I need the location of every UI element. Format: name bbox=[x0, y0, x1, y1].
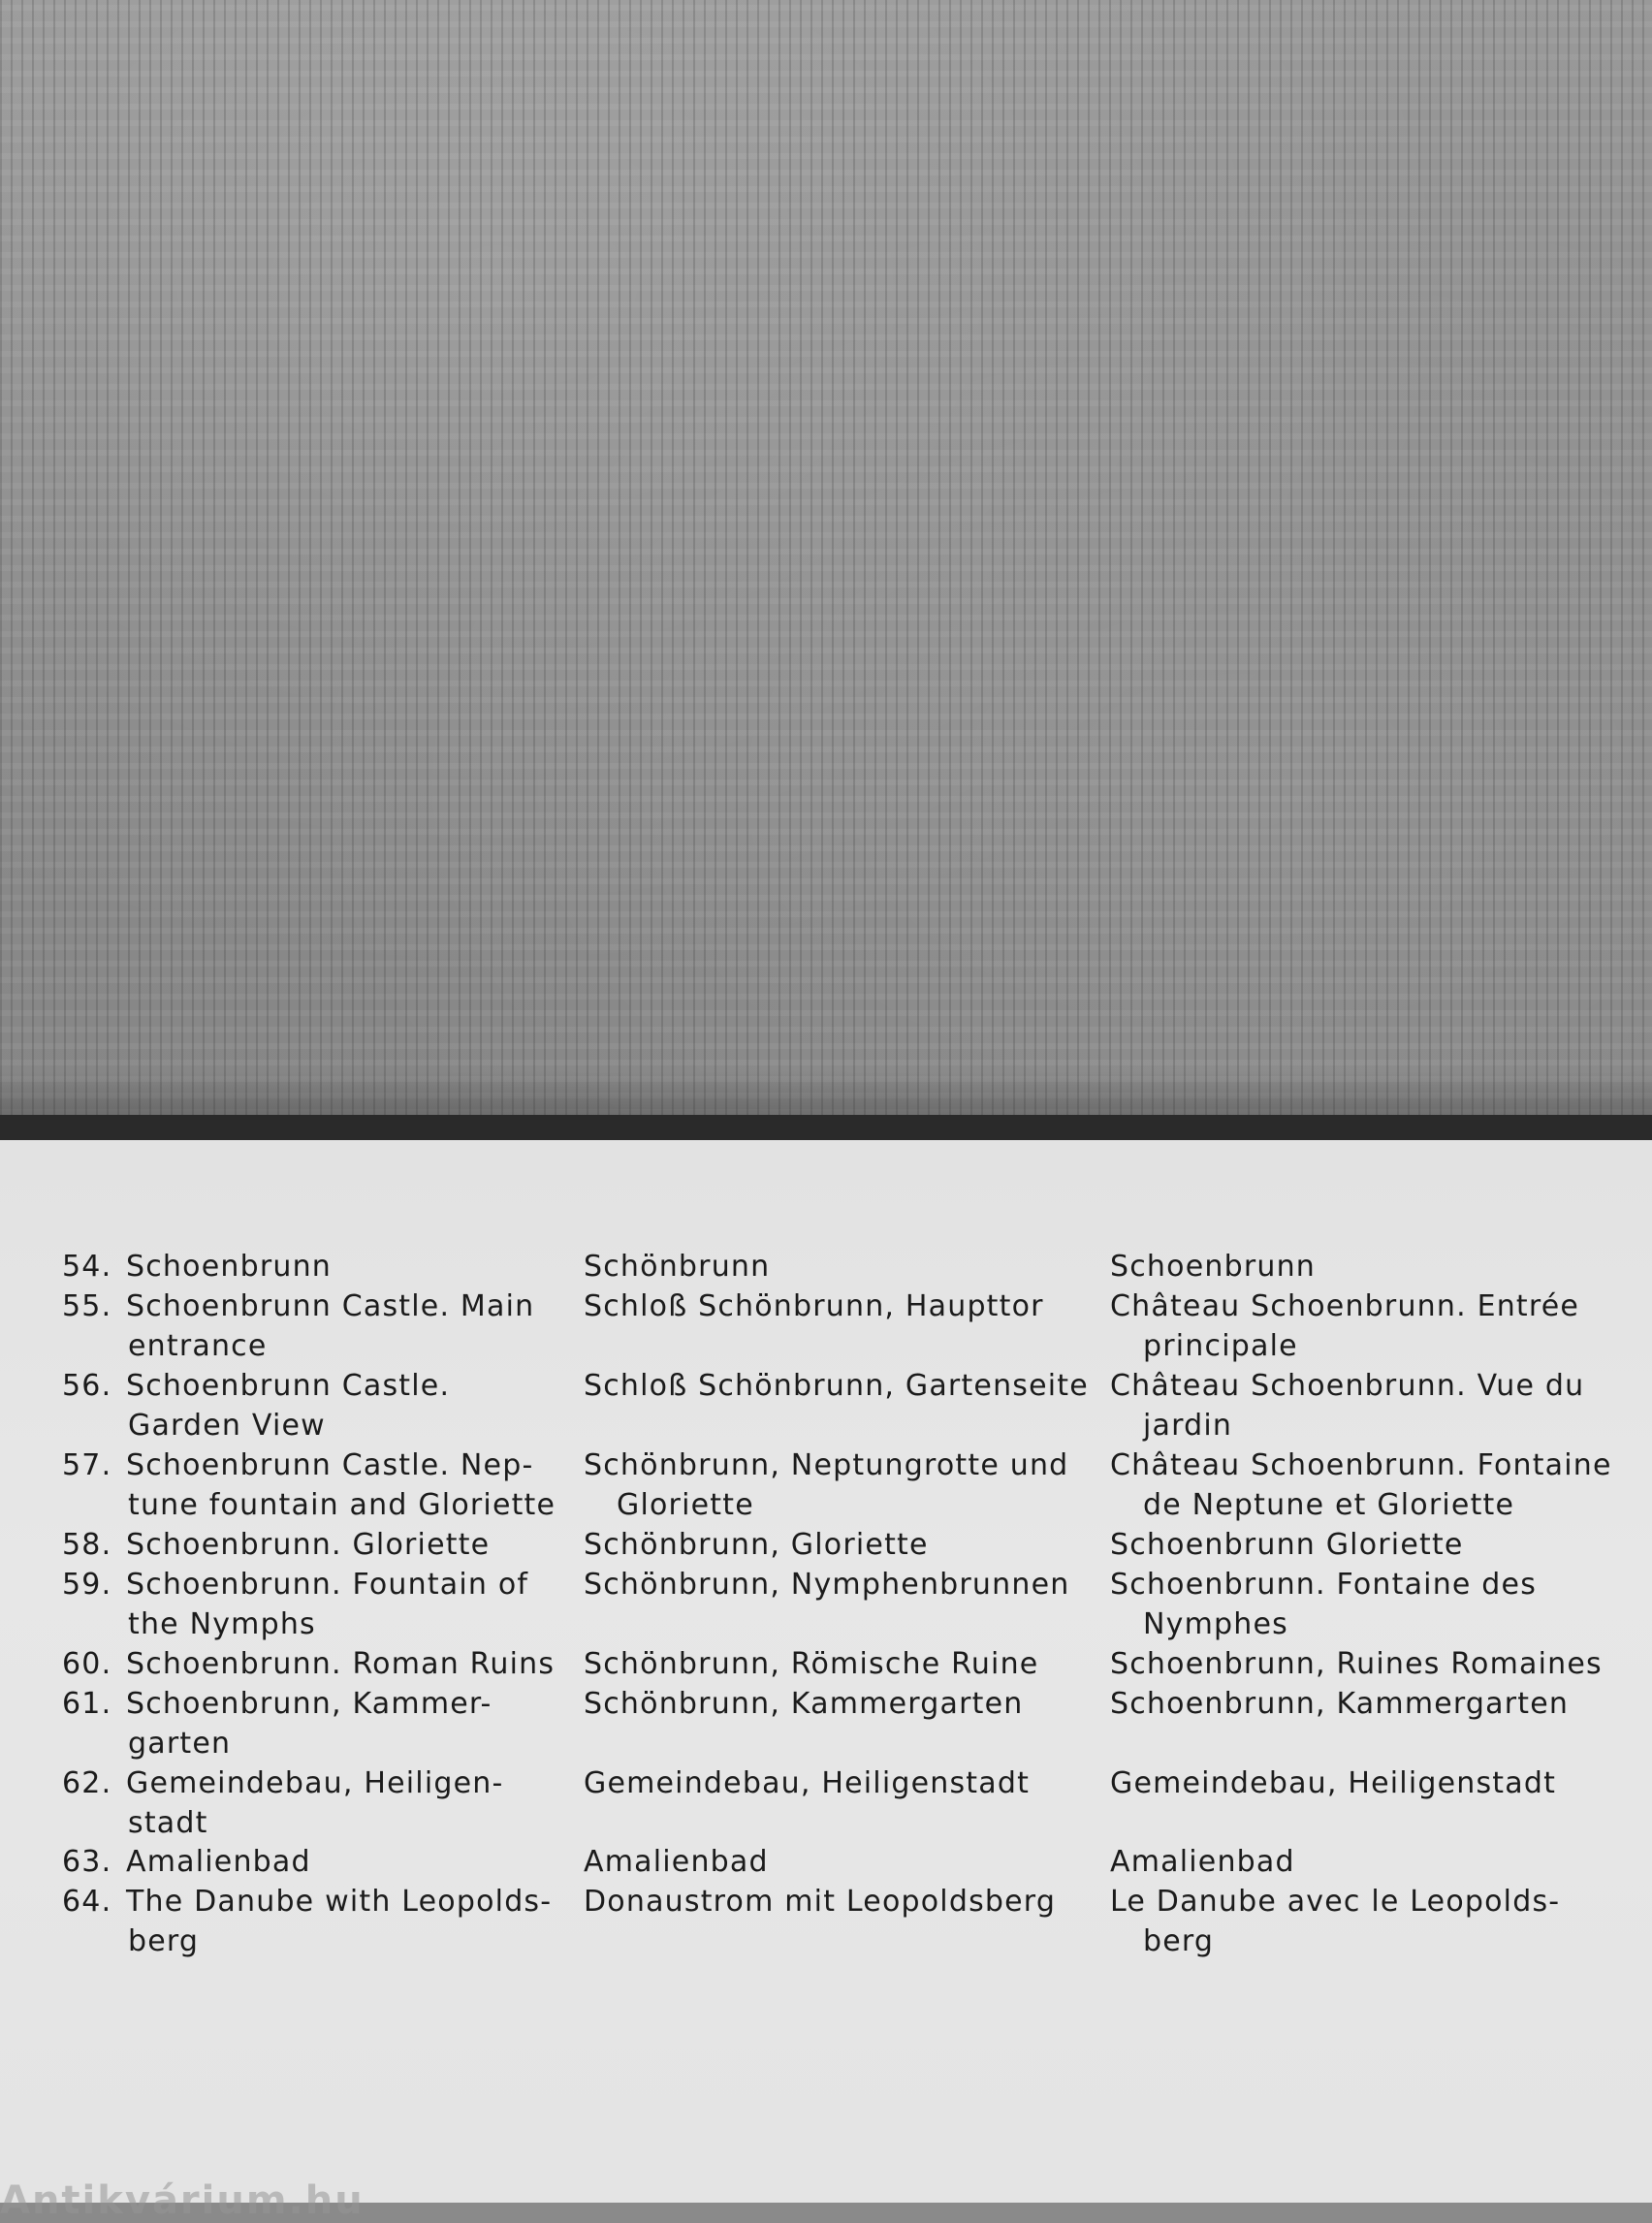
caption-number: 54. bbox=[62, 1250, 112, 1284]
french-caption-line: Nymphes bbox=[1143, 1607, 1288, 1641]
page-edge bbox=[0, 1115, 1652, 1140]
watermark: Antikvárium.hu bbox=[0, 2178, 365, 2223]
english-caption-line: tune fountain and Gloriette bbox=[128, 1488, 556, 1522]
french-caption-line: jardin bbox=[1143, 1409, 1233, 1443]
english-caption-line: stadt bbox=[128, 1806, 208, 1840]
french-caption-line: Amalienbad bbox=[1110, 1845, 1295, 1879]
english-caption-line bbox=[62, 1644, 555, 1684]
caption-text: Schoenbrunn Castle. Main bbox=[126, 1289, 535, 1323]
english-caption-line bbox=[62, 1763, 504, 1803]
caption-number: 64. bbox=[62, 1885, 112, 1919]
french-caption-line: Château Schoenbrunn. Vue du bbox=[1110, 1369, 1585, 1403]
german-caption-line: Schönbrunn bbox=[584, 1250, 771, 1284]
caption-number: 63. bbox=[62, 1845, 112, 1879]
caption-text: Schoenbrunn, Kammer- bbox=[126, 1687, 492, 1721]
german-caption-line: Schönbrunn, Nymphenbrunnen bbox=[584, 1568, 1070, 1602]
german-caption-line: Schönbrunn, Kammergarten bbox=[584, 1687, 1024, 1721]
caption-number: 58. bbox=[62, 1528, 112, 1562]
french-caption-line: Schoenbrunn. Fontaine des bbox=[1110, 1568, 1538, 1602]
caption-page bbox=[0, 1140, 1652, 2203]
french-caption-line: Schoenbrunn, Ruines Romaines bbox=[1110, 1647, 1603, 1681]
german-caption-line: Schönbrunn, Gloriette bbox=[584, 1528, 929, 1562]
caption-number: 62. bbox=[62, 1766, 112, 1800]
caption-number: 55. bbox=[62, 1289, 112, 1323]
caption-text: Amalienbad bbox=[126, 1845, 311, 1879]
english-caption-line bbox=[62, 1842, 311, 1882]
english-caption-line: Garden View bbox=[128, 1409, 326, 1443]
german-caption-line: Schönbrunn, Neptungrotte und bbox=[584, 1448, 1069, 1482]
caption-text: Gemeindebau, Heiligen- bbox=[126, 1766, 504, 1800]
german-caption-line: Schönbrunn, Römische Ruine bbox=[584, 1647, 1039, 1681]
caption-text: Schoenbrunn. Gloriette bbox=[126, 1528, 491, 1562]
caption-number: 57. bbox=[62, 1448, 112, 1482]
english-caption-line bbox=[62, 1525, 490, 1565]
german-caption-line: Gemeindebau, Heiligenstadt bbox=[584, 1766, 1031, 1800]
english-caption-line: berg bbox=[128, 1924, 200, 1958]
caption-text: Schoenbrunn. Roman Ruins bbox=[126, 1647, 556, 1681]
french-caption-line: Schoenbrunn bbox=[1110, 1250, 1316, 1284]
caption-text: Schoenbrunn. Fountain of bbox=[126, 1568, 529, 1602]
english-caption-line bbox=[62, 1882, 552, 1921]
french-caption-line: principale bbox=[1143, 1329, 1298, 1363]
french-caption-line: de Neptune et Gloriette bbox=[1143, 1488, 1515, 1522]
caption-number: 61. bbox=[62, 1687, 112, 1721]
english-caption-line bbox=[62, 1247, 332, 1286]
caption-number: 59. bbox=[62, 1568, 112, 1602]
french-caption-line: Le Danube avec le Leopolds- bbox=[1110, 1885, 1561, 1919]
german-caption-line: Amalienbad bbox=[584, 1845, 769, 1879]
english-caption-line bbox=[62, 1445, 534, 1485]
french-caption-line: Gemeindebau, Heiligenstadt bbox=[1110, 1766, 1557, 1800]
caption-number: 60. bbox=[62, 1647, 112, 1681]
caption-text: Schoenbrunn bbox=[126, 1250, 332, 1284]
caption-number: 56. bbox=[62, 1369, 112, 1403]
french-caption-line: berg bbox=[1143, 1924, 1215, 1958]
english-caption-line bbox=[62, 1366, 450, 1406]
german-caption-line: Donaustrom mit Leopoldsberg bbox=[584, 1885, 1057, 1919]
english-caption-line bbox=[62, 1684, 492, 1724]
english-caption-line bbox=[62, 1286, 534, 1326]
french-caption-line: Schoenbrunn Gloriette bbox=[1110, 1528, 1464, 1562]
french-caption-line: Château Schoenbrunn. Entrée bbox=[1110, 1289, 1580, 1323]
german-caption-line: Schloß Schönbrunn, Gartenseite bbox=[584, 1369, 1089, 1403]
english-caption-line bbox=[62, 1565, 528, 1604]
cover-shadow bbox=[0, 1071, 1652, 1115]
caption-text: Schoenbrunn Castle. bbox=[126, 1369, 451, 1403]
english-caption-line: entrance bbox=[128, 1329, 268, 1363]
french-caption-line: Schoenbrunn, Kammergarten bbox=[1110, 1687, 1570, 1721]
english-caption-line: the Nymphs bbox=[128, 1607, 316, 1641]
caption-text: The Danube with Leopolds- bbox=[126, 1885, 553, 1919]
caption-text: Schoenbrunn Castle. Nep- bbox=[126, 1448, 534, 1482]
english-caption-line: garten bbox=[128, 1727, 232, 1761]
french-caption-line: Château Schoenbrunn. Fontaine bbox=[1110, 1448, 1612, 1482]
german-caption-line: Schloß Schönbrunn, Haupttor bbox=[584, 1289, 1044, 1323]
german-caption-line: Gloriette bbox=[617, 1488, 754, 1522]
